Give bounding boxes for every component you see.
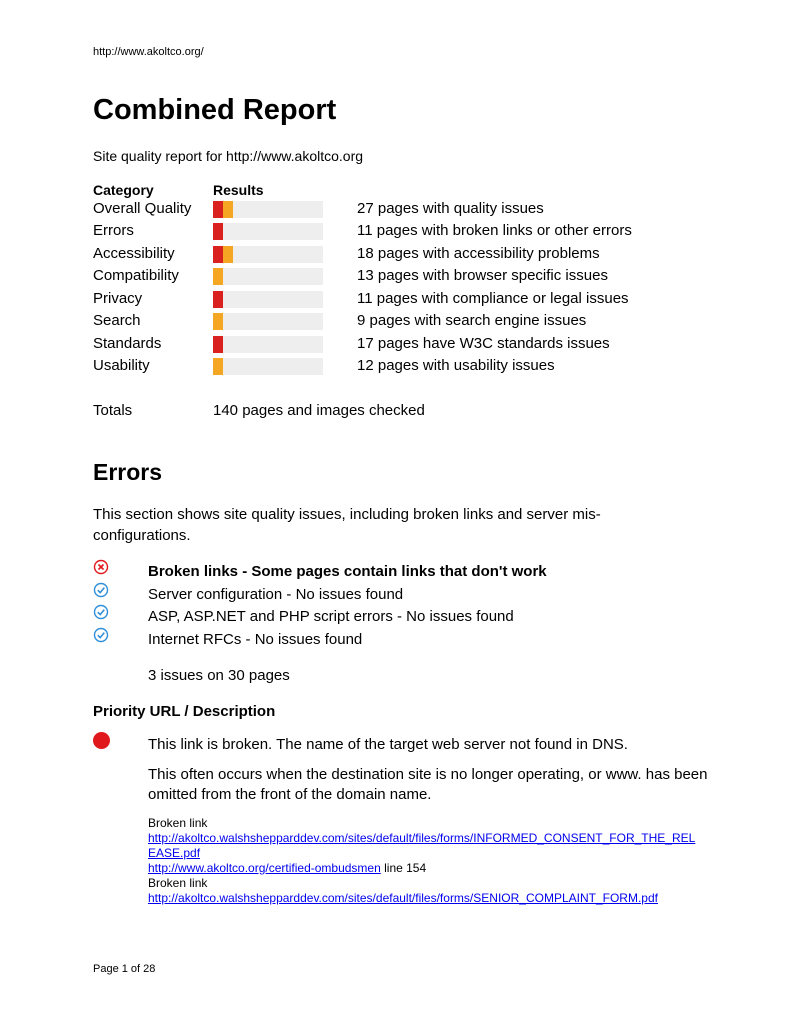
bar-segment-red <box>213 336 223 353</box>
priority-detail: This often occurs when the destination site is no longer operating, or www. has been omitted from the front of the domain name. <box>148 766 708 803</box>
priority-high-icon <box>93 732 110 749</box>
bar-segment-red <box>213 246 223 263</box>
category-label: Privacy <box>93 290 143 307</box>
result-bar <box>213 336 323 353</box>
errors-intro: This section shows site quality issues, including broken links and server mis-configurations. <box>93 506 601 544</box>
result-bar <box>213 291 323 308</box>
totals-value: 140 pages and images checked <box>213 402 425 419</box>
category-description: 17 pages have W3C standards issues <box>357 335 610 352</box>
category-label: Search <box>93 312 141 329</box>
error-x-icon <box>93 559 109 575</box>
check-item-text: Server configuration - No issues found <box>148 586 404 603</box>
page-number: Page 1 of 28 <box>93 963 156 975</box>
bar-segment-orange <box>223 201 233 218</box>
column-header-category: Category <box>93 182 154 198</box>
priority-message: This link is broken. The name of the target web server not found in DNS. <box>148 736 628 753</box>
bar-segment-orange <box>213 268 223 285</box>
broken-link-label: Broken link <box>148 876 208 890</box>
broken-link-url[interactable]: http://akoltco.walshshepparddev.com/sites/default/files/forms/SENIOR_COMPLAINT_FORM.pdf <box>148 891 658 905</box>
result-bar <box>213 268 323 285</box>
check-circle-icon <box>93 627 109 643</box>
category-description: 11 pages with broken links or other errors <box>357 222 632 239</box>
category-description: 18 pages with accessibility problems <box>357 245 600 262</box>
result-bar <box>213 313 323 330</box>
result-bar <box>213 223 323 240</box>
result-bar <box>213 201 323 218</box>
category-description: 12 pages with usability issues <box>357 357 555 374</box>
priority-header: Priority URL / Description <box>93 703 276 720</box>
result-bar <box>213 358 323 375</box>
line-number: line 154 <box>380 861 427 875</box>
column-header-results: Results <box>213 182 264 198</box>
broken-link-url[interactable]: http://akoltco.walshshepparddev.com/sites/default/files/forms/INFORMED_CONSENT_FOR_THE_RELEASE.pdf <box>148 831 696 860</box>
check-circle-icon <box>93 604 109 620</box>
totals-label: Totals <box>93 402 133 419</box>
broken-link-label: Broken link <box>148 816 208 830</box>
category-label: Compatibility <box>93 267 179 284</box>
category-description: 27 pages with quality issues <box>357 200 544 217</box>
broken-links-list <box>148 816 703 906</box>
result-bar <box>213 246 323 263</box>
bar-segment-orange <box>223 246 233 263</box>
check-circle-icon <box>93 582 109 598</box>
bar-segment-red <box>213 291 223 308</box>
bar-segment-red <box>213 223 223 240</box>
bar-segment-orange <box>213 358 223 375</box>
category-label: Usability <box>93 357 150 374</box>
check-item-text: ASP, ASP.NET and PHP script errors - No issues found <box>148 608 514 625</box>
bar-segment-red <box>213 201 223 218</box>
bar-segment-orange <box>213 313 223 330</box>
errors-heading: Errors <box>93 459 163 485</box>
check-item-text: Broken links - Some pages contain links that don't work <box>148 563 547 580</box>
category-label: Accessibility <box>93 245 175 262</box>
category-label: Errors <box>93 222 134 239</box>
category-description: 9 pages with search engine issues <box>357 312 587 329</box>
page-title: Combined Report <box>93 94 337 126</box>
header-url: http://www.akoltco.org/ <box>93 46 204 58</box>
report-subtitle: Site quality report for http://www.akoltco.org <box>93 148 364 164</box>
category-label: Overall Quality <box>93 200 192 217</box>
category-description: 13 pages with browser specific issues <box>357 267 608 284</box>
referring-page-link[interactable]: http://www.akoltco.org/certified-ombudsmen <box>148 861 381 875</box>
category-label: Standards <box>93 335 162 352</box>
category-description: 11 pages with compliance or legal issues <box>357 290 629 307</box>
check-item-text: Internet RFCs - No issues found <box>148 631 363 648</box>
issues-summary: 3 issues on 30 pages <box>148 667 290 684</box>
